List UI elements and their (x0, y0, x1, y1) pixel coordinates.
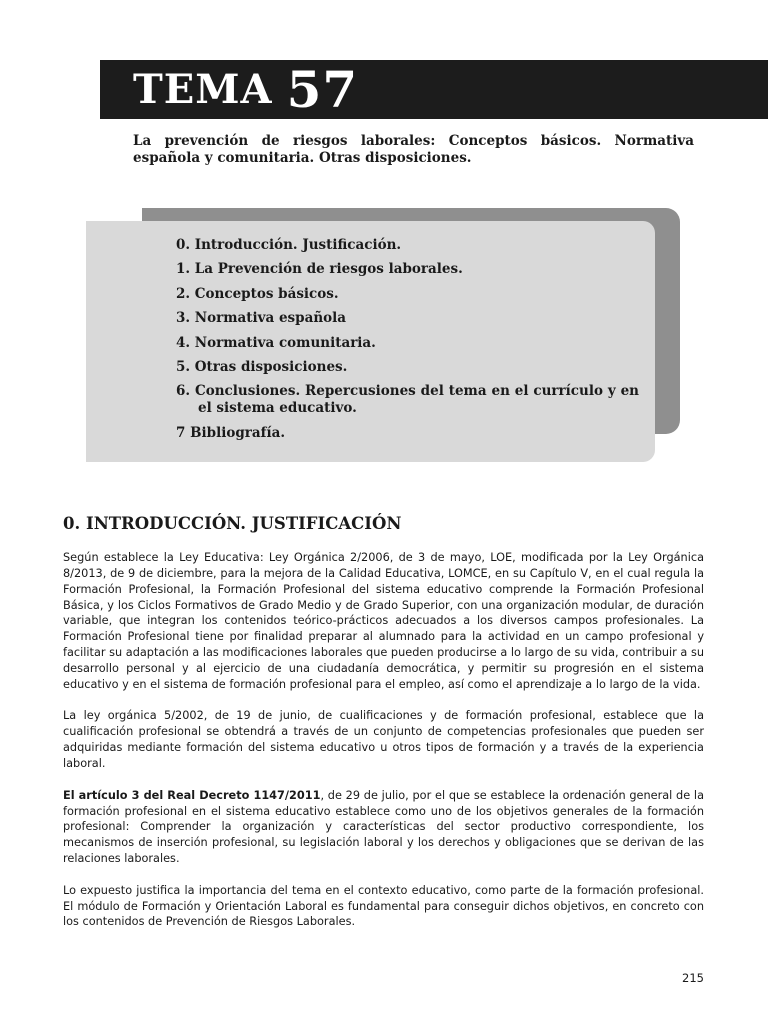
body-paragraph: Según establece la Ley Educativa: Ley Orgánica 2/2006, de 3 de mayo, LOE, modificada por la Ley Orgánica 8/2013, de 9 de diciembre, para la mejora de la Calidad Educativa, LOMCE, en su Capítulo V, en el cual regula la Formación Profesional, la Formación Profesional del sistema educativo comprende la Formación Profesional Básica, y los Ciclos Formativos de Grado Medio y de Grado Superior, con una organización modular, de duración variable, que integran los contenidos teórico-prácticos adecuados a los diversos campos profesionales. La Formación Profesional tiene por finalidad preparar al alumnado para la actividad en un campo profesional y facilitar su adaptación a las modificaciones laborales que pueden producirse a lo largo de su vida, contribuir a su desarrollo personal y al ejercicio de una ciudadanía democrática, y permitir su progresión en el sistema educativo y en el sistema de formación profesional para el empleo, así como el aprendizaje a lo largo de la vida. (63, 551, 704, 691)
body-paragraph: Lo expuesto justifica la importancia del tema en el contexto educativo, como parte de la formación profesional. El módulo de Formación y Orientación Laboral es fundamental para conseguir dichos objetivos, en concreto con los contenidos de Prevención de Riesgos Laborales. (63, 883, 704, 929)
chapter-title-word: TEMA (133, 66, 273, 113)
bold-reference: El artículo 3 del Real Decreto 1147/2011 (63, 788, 321, 802)
toc-item: 1. La Prevención de riesgos laborales. (176, 261, 463, 278)
section-body (63, 550, 704, 946)
toc-item: 7 Bibliografía. (176, 424, 286, 441)
paragraph-text: , de 29 de julio, por el que se establece la ordenación general de la formación profesional en el sistema educativo establece como uno de los objetivos generales de la formación profesional: Comprender la organización y características del sector productivo correspondiente, los mecanismos de inserción profesional, su legislación laboral y los derechos y obligaciones que se derivan de las relaciones laborales. (63, 788, 704, 866)
chapter-number: 57 (286, 60, 359, 119)
toc-item: 0. Introducción. Justificación. (176, 237, 402, 253)
body-paragraph: La ley orgánica 5/2002, de 19 de junio, de cualificaciones y de formación profesional, establece que la cualificación profesional se obtendrá a través de un conjunto de competencias profesionales que pueden ser adquiridas mediante formación del sistema educativo u otros tipos de formación y a través de la experiencia laboral. (63, 709, 704, 770)
body-paragraph (63, 788, 704, 867)
toc-item: 3. Normativa española (176, 310, 347, 327)
section-heading: 0. INTRODUCCIÓN. JUSTIFICACIÓN (63, 514, 402, 533)
chapter-subtitle: La prevención de riesgos laborales: Conceptos básicos. Normativa española y comunitaria. Otras disposiciones. (133, 133, 694, 166)
toc-item: 5. Otras disposiciones. (176, 358, 348, 375)
toc-item: 2. Conceptos básicos. (176, 285, 339, 302)
chapter-title (133, 60, 358, 119)
toc-item: 4. Normativa comunitaria. (176, 334, 376, 351)
toc-item: 6. Conclusiones. Repercusiones del tema en el currículo y en el sistema educativo. (176, 383, 639, 417)
page-number: 215 (682, 971, 704, 985)
table-of-contents (176, 237, 639, 449)
